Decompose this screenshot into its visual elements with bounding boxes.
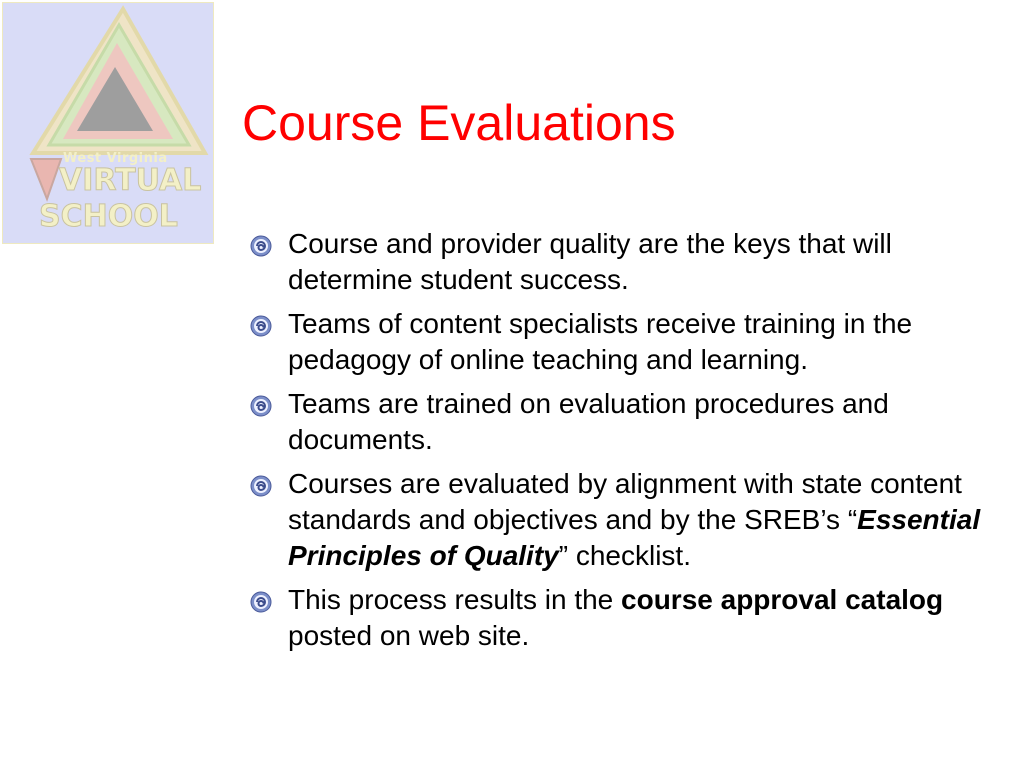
bullet-text: Course and provider quality are the keys that will determine student success.	[288, 228, 892, 295]
swirl-bullet-icon	[250, 395, 272, 417]
bullet-item	[250, 466, 990, 574]
logo-school-text: SCHOOL	[39, 199, 178, 234]
bullet-item	[250, 226, 990, 298]
logo-state-text: West Virginia	[63, 151, 168, 166]
slide-title: Course Evaluations	[242, 95, 676, 151]
bullet-list	[250, 226, 990, 662]
bullet-item	[250, 306, 990, 378]
bullet-text: Teams are trained on evaluation procedures and documents.	[288, 388, 889, 455]
checklist-name: Essential Principles of Quality	[288, 504, 981, 571]
swirl-bullet-icon	[250, 475, 272, 497]
bullet-item	[250, 386, 990, 458]
bullet-text: Courses are evaluated by alignment with state content standards and objectives and by the SREB’s “	[288, 468, 962, 535]
bullet-text-suffix: ” checklist.	[558, 540, 691, 571]
school-logo	[2, 2, 214, 244]
logo-virtual-text: VIRTUAL	[59, 163, 202, 198]
bullet-item	[250, 582, 990, 654]
swirl-bullet-icon	[250, 591, 272, 613]
bullet-text: Teams of content specialists receive training in the pedagogy of online teaching and learning.	[288, 308, 913, 375]
catalog-name: course approval catalog	[621, 584, 944, 615]
swirl-bullet-icon	[250, 235, 272, 257]
swirl-bullet-icon	[250, 315, 272, 337]
bullet-text: This process results in the	[288, 584, 622, 615]
bullet-text-suffix: posted on web site.	[288, 620, 530, 651]
